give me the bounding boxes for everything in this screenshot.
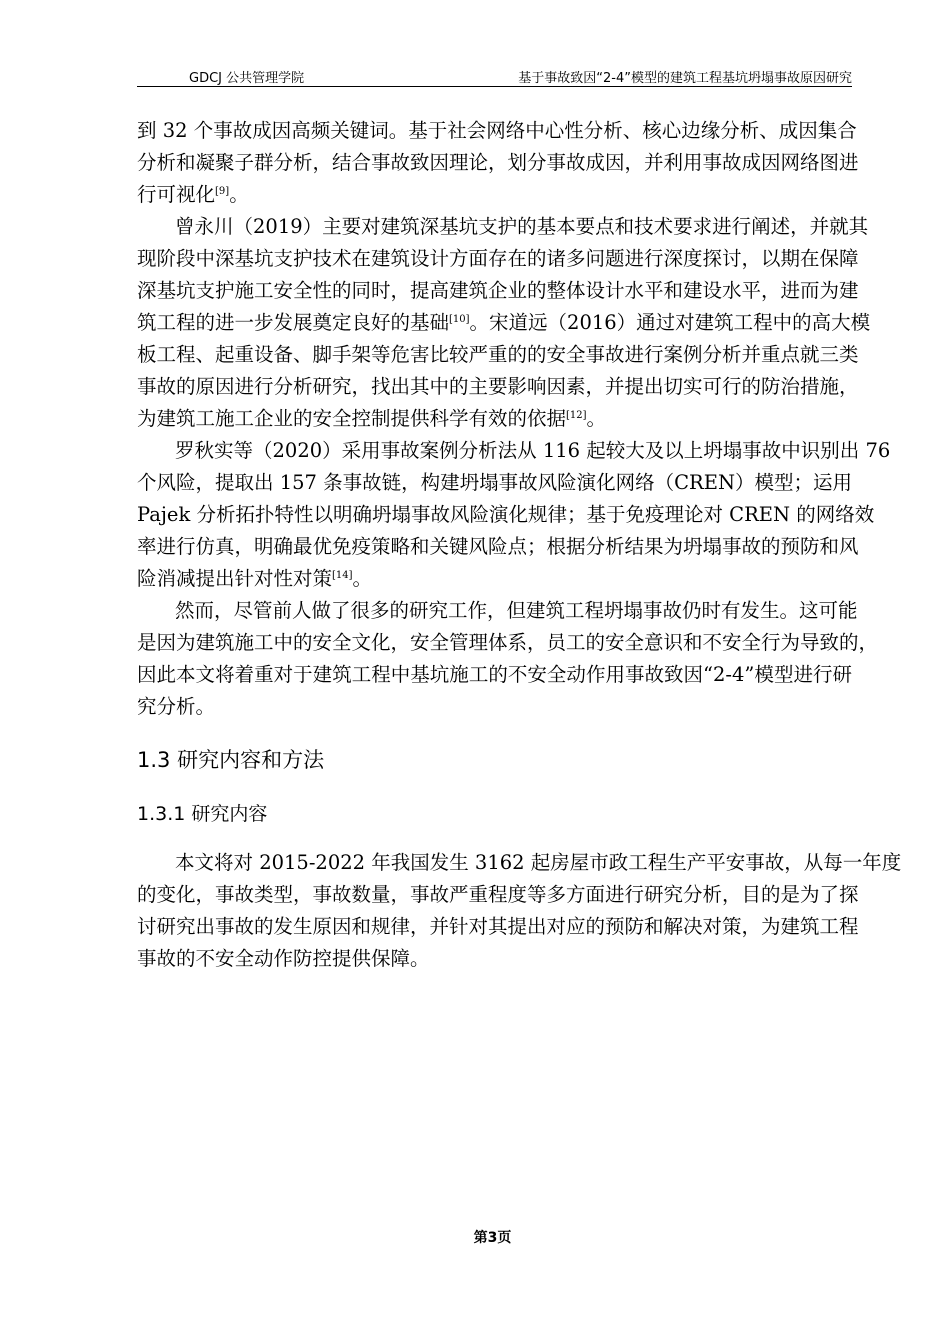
section-heading: 1.3 研究内容和方法 <box>137 748 325 772</box>
text-line <box>137 627 879 659</box>
text-line <box>137 531 859 563</box>
text-segment: 罗秋实等（2020）采用事故案例分析法从 116 起较大及以上坍塌事故中识别出 76 <box>175 439 891 462</box>
text-segment: 事故的不安全动作防控提供保障。 <box>137 947 430 970</box>
text-segment: 险消减提出针对性对策 <box>137 567 333 590</box>
text-line <box>137 595 858 627</box>
text-line <box>137 307 871 339</box>
page-number: 第3页 <box>473 1230 512 1246</box>
text-segment: 的变化，事故类型，事故数量，事故严重程度等多方面进行研究分析，目的是为了探 <box>137 883 859 906</box>
text-line <box>137 403 852 435</box>
text-line <box>137 563 852 595</box>
text-line <box>137 879 859 911</box>
text-segment: 事故的原因进行分析研究，找出其中的主要影响因素，并提出切实可行的防治措施， <box>137 375 859 398</box>
text-segment: 分析和凝聚子群分析，结合事故致因理论，划分事故成因，并利用事故成因网络图进 <box>137 151 859 174</box>
text-line <box>137 943 852 975</box>
text-line <box>137 115 857 147</box>
text-line <box>137 847 902 879</box>
text-line <box>137 275 859 307</box>
text-segment: 曾永川（2019）主要对建筑深基坑支护的基本要点和技术要求进行阐述，并就其 <box>175 215 869 238</box>
text-segment: 。 <box>586 407 607 430</box>
text-line <box>137 435 891 467</box>
text-segment: 率进行仿真，明确最优免疫策略和关键风险点；根据分析结果为坍塌事故的预防和风 <box>137 535 859 558</box>
text-line <box>137 691 852 723</box>
text-line <box>137 659 852 691</box>
text-line <box>137 211 869 243</box>
text-segment: 到 32 个事故成因高频关键词。基于社会网络中心性分析、核心边缘分析、成因集合 <box>137 119 857 142</box>
citation-superscript: [14] <box>332 570 353 581</box>
text-line <box>137 243 859 275</box>
text-segment: 现阶段中深基坑支护技术在建筑设计方面存在的诸多问题进行深度探讨，以期在保障 <box>137 247 859 270</box>
text-segment: 深基坑支护施工安全性的同时，提高建筑企业的整体设计水平和建设水平，进而为建 <box>137 279 859 302</box>
text-segment: 究分析。 <box>137 695 216 718</box>
text-segment: 是因为建筑施工中的安全文化，安全管理体系，员工的安全意识和不安全行为导致的， <box>137 631 879 654</box>
text-segment: 。宋道远（2016）通过对建筑工程中的高大模 <box>469 311 871 334</box>
citation-superscript: [10] <box>449 314 470 325</box>
text-line <box>137 147 859 179</box>
text-segment: 为建筑工施工企业的安全控制提供科学有效的依据 <box>137 407 567 430</box>
text-segment: 讨研究出事故的发生原因和规律，并针对其提出对应的预防和解决对策，为建筑工程 <box>137 915 859 938</box>
header-right: 基于事故致因“2-4”模型的建筑工程基坑坍塌事故原因研究 <box>518 71 852 86</box>
text-segment: 。 <box>229 183 249 206</box>
text-line <box>137 911 859 943</box>
text-segment: 本文将对 2015-2022 年我国发生 3162 起房屋市政工程生产平安事故，从每一年度 <box>175 851 902 874</box>
text-segment: 。 <box>352 567 373 590</box>
citation-superscript: [9] <box>215 186 230 197</box>
text-line <box>137 499 875 531</box>
text-line <box>137 179 852 211</box>
page-header <box>137 64 852 87</box>
text-segment: 行可视化 <box>137 183 216 206</box>
citation-superscript: [12] <box>566 410 587 421</box>
text-segment: 板工程、起重设备、脚手架等危害比较严重的的安全事故进行案例分析并重点就三类 <box>137 343 859 366</box>
text-segment: 然而，尽管前人做了很多的研究工作，但建筑工程坍塌事故仍时有发生。这可能 <box>175 599 858 622</box>
text-segment: Pajek 分析拓扑特性以明确坍塌事故风险演化规律；基于免疫理论对 CREN 的网络效 <box>137 503 875 526</box>
text-line <box>137 339 859 371</box>
text-segment: 个风险，提取出 157 条事故链，构建坍塌事故风险演化网络（CREN）模型；运用 <box>137 471 853 494</box>
text-line <box>137 467 852 499</box>
text-line <box>137 371 859 403</box>
text-segment: 筑工程的进一步发展奠定良好的基础 <box>137 311 450 334</box>
text-segment: 因此本文将着重对于建筑工程中基坑施工的不安全动作用事故致因“2-4”模型进行研 <box>137 663 852 686</box>
subsection-heading: 1.3.1 研究内容 <box>137 803 268 825</box>
header-left: GDCJ 公共管理学院 <box>189 71 305 86</box>
